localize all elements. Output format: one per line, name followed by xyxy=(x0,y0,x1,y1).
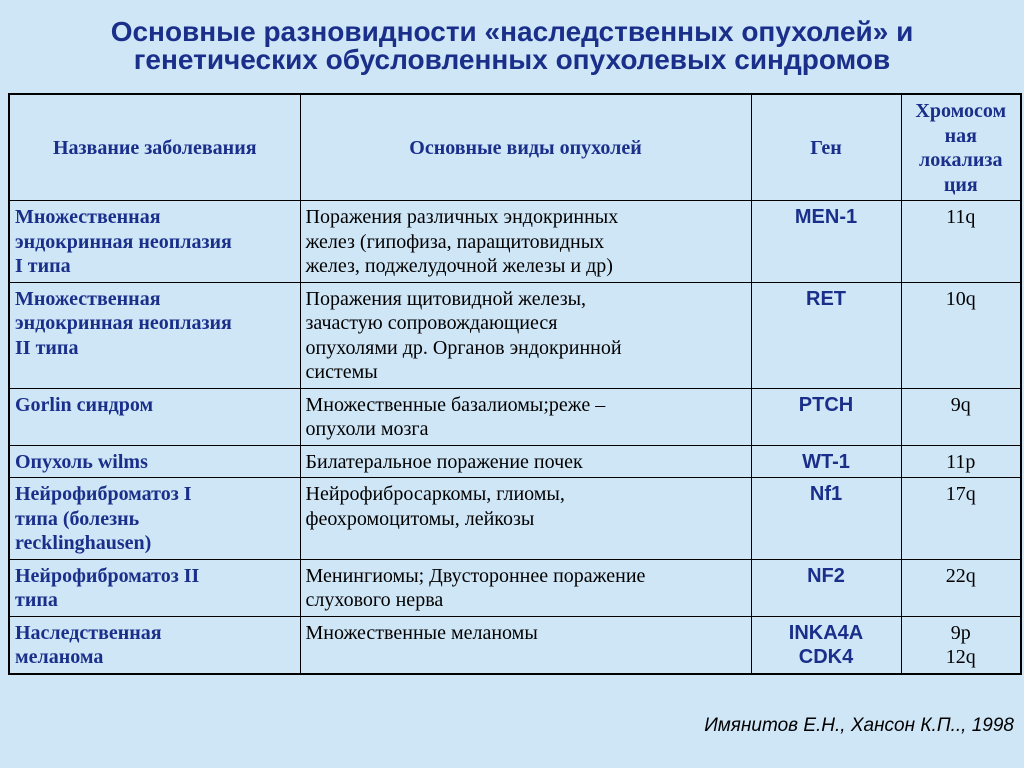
chromosome-location-cell xyxy=(901,478,1021,560)
gene-cell xyxy=(751,616,901,674)
chromosome-location-line: 22q xyxy=(945,564,976,587)
disease-name-cell xyxy=(9,478,300,560)
disease-name-line: эндокринная неоплазия xyxy=(15,312,232,334)
gene-line: Nf1 xyxy=(809,483,843,505)
tumor-types-line: Менингиомы; Двустороннее поражение xyxy=(305,564,646,587)
tumor-types-line: Нейрофибросаркомы, глиомы, xyxy=(305,483,565,505)
tumor-types-line: Множественные базалиомы;реже – xyxy=(305,393,606,416)
table-row xyxy=(9,388,1021,445)
gene-cell xyxy=(751,388,901,445)
table-body xyxy=(9,201,1021,674)
tumor-types-cell xyxy=(300,478,751,560)
gene-line: WT-1 xyxy=(802,450,850,473)
table-row xyxy=(9,201,1021,283)
disease-name-line: Нейрофиброматоз II xyxy=(15,564,200,587)
header-loc-part: ция xyxy=(943,173,978,196)
disease-name-line: эндокринная неоплазия xyxy=(15,230,232,253)
disease-name-line: Множественная xyxy=(15,287,161,310)
tumor-types-line: зачастую сопровождающиеся xyxy=(305,312,558,334)
chromosome-location-cell xyxy=(901,388,1021,445)
tumor-types-line: феохромоцитомы, лейкозы xyxy=(305,507,535,530)
header-chromosome-location xyxy=(901,94,1021,201)
table-row xyxy=(9,478,1021,560)
header-gene: Ген xyxy=(751,94,901,201)
disease-name-line: Наследственная xyxy=(15,621,162,644)
table-row xyxy=(9,616,1021,674)
chromosome-location-cell xyxy=(901,282,1021,388)
header-loc-part: локализа xyxy=(919,149,1003,171)
tumor-types-cell xyxy=(300,388,751,445)
disease-name-line: I типа xyxy=(15,255,71,277)
gene-line: PTCH xyxy=(798,393,854,416)
gene-line: INKA4A xyxy=(788,621,864,644)
gene-cell xyxy=(751,282,901,388)
disease-name-line: Нейрофиброматоз I xyxy=(15,483,192,505)
chromosome-location-cell xyxy=(901,201,1021,283)
tumor-types-line: желез (гипофиза, паращитовидных xyxy=(305,230,605,253)
table-row xyxy=(9,282,1021,388)
header-tumors: Основные виды опухолей xyxy=(300,94,751,201)
table-row xyxy=(9,445,1021,478)
title-line-1: Основные разновидности «наследственных опухолей» и xyxy=(110,16,914,47)
chromosome-location-line: 10q xyxy=(945,287,976,310)
tumor-types-line: слухового нерва xyxy=(305,589,444,611)
disease-name-line: II типа xyxy=(15,336,79,359)
disease-name-cell xyxy=(9,616,300,674)
tumor-types-cell xyxy=(300,282,751,388)
tumor-types-cell xyxy=(300,201,751,283)
gene-cell xyxy=(751,478,901,560)
tumor-types-line: Множественные меланомы xyxy=(305,621,538,644)
disease-name-line: типа xyxy=(15,589,58,611)
disease-name-line: типа (болезнь xyxy=(15,507,140,530)
title-line-2: генетических обусловленных опухолевых синдромов xyxy=(133,44,891,75)
table-header xyxy=(9,94,1021,201)
gene-cell xyxy=(751,201,901,283)
chromosome-location-line: 17q xyxy=(945,483,976,505)
disease-name-line: Опухоль wilms xyxy=(15,450,148,473)
gene-line: RET xyxy=(806,287,846,310)
chromosome-location-line: 11q xyxy=(946,206,976,228)
disease-name-line: Множественная xyxy=(15,206,161,228)
chromosome-location-line: 11p xyxy=(946,450,976,473)
header-loc-part: ная xyxy=(944,124,977,147)
disease-name-cell xyxy=(9,445,300,478)
gene-line: MEN-1 xyxy=(794,206,858,228)
disease-name-line: recklinghausen) xyxy=(15,532,152,554)
chromosome-location-line: 12q xyxy=(945,646,976,668)
gene-line: CDK4 xyxy=(798,646,854,668)
gene-cell xyxy=(751,559,901,616)
tumor-types-line: опухоли мозга xyxy=(305,418,429,440)
table-row xyxy=(9,559,1021,616)
disease-name-cell xyxy=(9,559,300,616)
citation: Имянитов Е.Н., Хансон К.П.., 1998 xyxy=(704,715,1014,736)
tumor-types-line: Поражения различных эндокринных xyxy=(305,206,619,228)
disease-name-line: меланома xyxy=(15,646,104,668)
chromosome-location-cell xyxy=(901,445,1021,478)
chromosome-location-line: 9p xyxy=(950,621,971,644)
tumor-types-cell xyxy=(300,445,751,478)
tumor-types-cell xyxy=(300,616,751,674)
gene-cell xyxy=(751,445,901,478)
chromosome-location-cell xyxy=(901,559,1021,616)
header-loc-part: Хромосом xyxy=(915,100,1007,122)
tumor-types-line: Поражения щитовидной железы, xyxy=(305,287,587,310)
disease-name-cell xyxy=(9,388,300,445)
disease-name-cell xyxy=(9,201,300,283)
tumor-types-cell xyxy=(300,559,751,616)
disease-name-line: Gorlin синдром xyxy=(15,393,154,416)
header-disease: Название заболевания xyxy=(9,94,300,201)
tumor-types-line: опухолями др. Органов эндокринной xyxy=(305,336,622,359)
tumor-types-line: желез, поджелудочной железы и др) xyxy=(305,255,613,277)
tumor-types-line: системы xyxy=(305,361,378,383)
page-title xyxy=(0,18,1024,74)
disease-name-cell xyxy=(9,282,300,388)
chromosome-location-cell xyxy=(901,616,1021,674)
tumor-types-line: Билатеральное поражение почек xyxy=(305,450,583,473)
gene-line: NF2 xyxy=(807,564,845,587)
chromosome-location-line: 9q xyxy=(950,393,971,416)
tumor-syndromes-table xyxy=(8,93,1022,675)
